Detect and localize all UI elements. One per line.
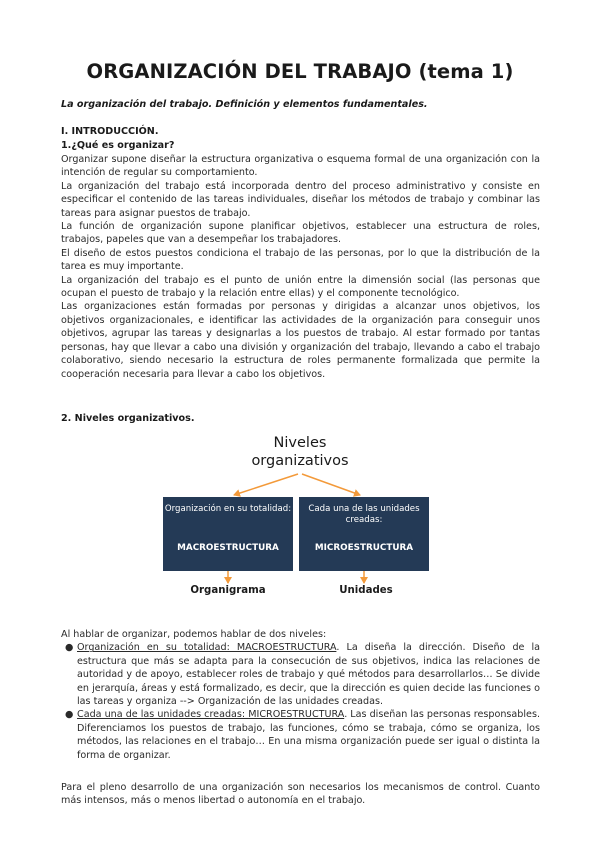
arrow-to-micro: [302, 474, 360, 495]
subheading-que-es-organizar: 1.¿Qué es organizar?: [61, 140, 175, 151]
page-subtitle: La organización del trabajo. Definición y elementos fundamentales.: [61, 99, 428, 110]
organigrama-label: Organigrama: [190, 585, 266, 596]
micro-box-caption: Cada una de las unidades creadas:: [308, 504, 420, 525]
paragraph: La organización del trabajo es el punto de unión entre la dimensión social (las personas que ocupan el puesto de trabajo y la relación entre ellas) y el componente tecnológico.: [61, 274, 540, 300]
bullet-icon: ●: [65, 642, 74, 654]
diagram-title-line2: organizativos: [251, 452, 349, 469]
arrow-to-macro: [234, 474, 298, 495]
list-item: [61, 708, 540, 762]
bullet-icon: ●: [65, 709, 74, 721]
list-intro: Al hablar de organizar, podemos hablar de dos niveles:: [61, 629, 327, 640]
section-heading-niveles: 2. Niveles organizativos.: [61, 413, 195, 424]
micro-box-label: MICROESTRUCTURA: [314, 543, 414, 553]
macro-box-caption: Organización en su totalidad:: [164, 504, 292, 514]
paragraph: La función de organización supone planificar objetivos, establecer una estructura de roles, trabajos, papeles que van a desempeñar los trabajadores.: [61, 221, 540, 246]
page-title: ORGANIZACIÓN DEL TRABAJO (tema 1): [86, 60, 514, 83]
list-item-lead: Cada una de las unidades creadas: MICROESTRUCTURA: [77, 709, 345, 721]
paragraph: Organizar supone diseñar la estructura organizativa o esquema formal de una organización con la intención de regular su comportamiento.: [61, 154, 540, 179]
paragraph: Para el pleno desarrollo de una organización son necesarios los mecanismos de control. Cuanto más intensos, más o menos libertad o autonomía en el trabajo.: [61, 782, 540, 807]
paragraph: Las organizaciones están formadas por personas y dirigidas a alcanzar unos objetivos, los objetivos organizacionales, e identificar las actividades de la organización para conseguir unos objetivos, agrupar las tareas y designarlas a los puestos de trabajo. Al estar formado por tantas personas, hay que llevar a cabo una división y organización del trabajo, llevando a cabo el trabajo colaborativo, siendo necesario la estructura de roles permanente formalizada que permite la cooperación necesaria para llevar a cabo los objetivos.: [61, 301, 540, 380]
list-item-text: . Las diseñan las personas responsables. Diferenciamos los puestos de trabajo, las funciones, cómo se trabaja, cómo se organiza, los métodos, las relaciones en el trabajo… En una misma organización puede ser igual o distinta la forma de organizar.: [77, 709, 541, 761]
macroestructura-box: [163, 497, 293, 571]
niveles-list: [61, 641, 540, 762]
diagram-title: [230, 435, 370, 470]
diagram-title-line1: Niveles: [273, 435, 327, 451]
section1-body: [61, 153, 540, 381]
list-item-lead: Organización en su totalidad: MACROESTRUCTURA: [77, 642, 337, 654]
macro-box-label: MACROESTRUCTURA: [177, 543, 279, 553]
section-heading-introduccion: I. INTRODUCCIÓN.: [61, 126, 159, 137]
unidades-label: Unidades: [339, 585, 393, 596]
niveles-list-block: [61, 628, 540, 762]
closing-paragraph: [61, 781, 540, 808]
list-item: [61, 641, 540, 708]
paragraph: El diseño de estos puestos condiciona el trabajo de las personas, por lo que la distribución de la tarea es muy importante.: [61, 247, 540, 273]
paragraph: La organización del trabajo está incorporada dentro del proceso administrativo y consiste en especificar el contenido de las tareas individuales, diseñar los métodos de trabajo y combinar las tareas para asignar puestos de trabajo.: [61, 180, 540, 219]
microestructura-box: [299, 497, 429, 571]
list-item-text: . La diseña la dirección. Diseño de la estructura que más se adapta para la consecución de sus objetivos, indica las relaciones de autoridad y de apoyo, establecer roles de trabajo y qué métodos para desarrollarlos… Se divide en jerarquía, áreas y está formalizado, es decir, que la dirección es quien decide las funciones o las tareas y organiza --> Organización de las unidades creadas.: [77, 642, 540, 708]
